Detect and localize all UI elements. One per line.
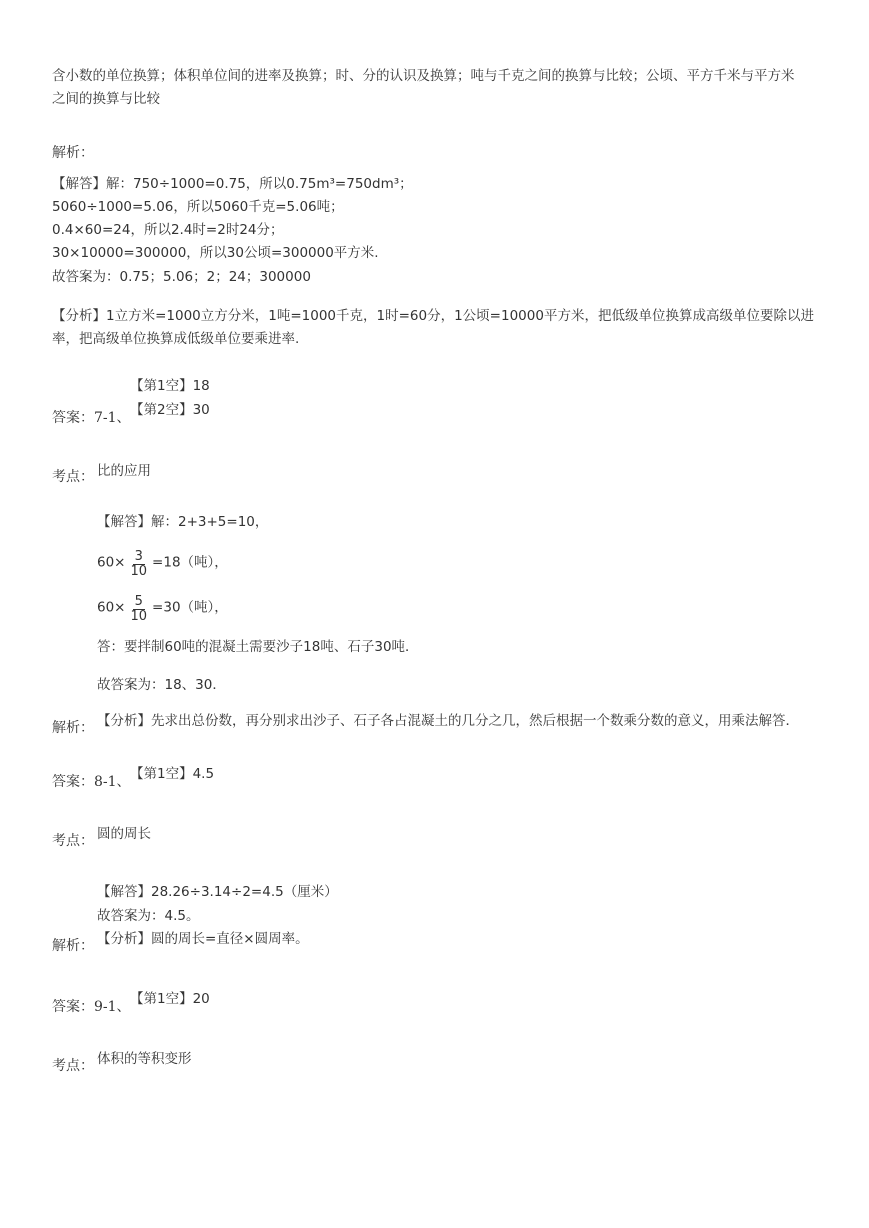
answer-line-8-5: 故答案为：18、30． (97, 677, 226, 693)
kp-top-line1: 含小数的单位换算；体积单位间的进率及换算；时、分的认识及换算；吨与千克之间的换算与比较；公顷、平方千米与平方米 (52, 68, 795, 84)
fraction-8-1-denominator: 10 (130, 564, 148, 579)
answer-line-7-1: 【解答】解：750÷1000=0.75，所以0.75m³=750dm³； (52, 176, 413, 192)
answer-7-label: 答案：7-1、 (52, 410, 131, 426)
fraction-8-2-denominator: 10 (130, 609, 148, 624)
fraction-8-1-pre: 60× (97, 554, 126, 571)
fraction-line-8-1 (97, 548, 228, 577)
answer-7-blank1: 【第1空】18 (130, 378, 210, 394)
jiexi-label-9: 解析： (52, 938, 94, 954)
answer-line-7-2: 5060÷1000=5.06，所以5060千克=5.06吨； (52, 199, 344, 215)
analysis-8: 【分析】先求出总份数，再分别求出沙子、石子各占混凝土的几分之几，然后根据一个数乘分数的意义，用乘法解答． (97, 713, 799, 729)
answer-7-blank2: 【第2空】30 (130, 402, 210, 418)
answer-line-8-4: 答：要拌制60吨的混凝土需要沙子18吨、石子30吨． (97, 639, 419, 655)
fraction-line-8-2 (97, 593, 228, 622)
answer-line-8-1: 【解答】解：2+3+5=10， (97, 514, 269, 530)
fraction-8-1-numerator: 3 (134, 549, 143, 564)
analysis-7-line1: 【分析】1立方米=1000立方分米，1吨=1000千克，1时=60分，1公顷=10000平方米，把低级单位换算成高级单位要除以进 (52, 308, 814, 324)
fraction-8-2-pre: 60× (97, 599, 126, 616)
fraction-8-2-numerator: 5 (134, 594, 143, 609)
analysis-9: 【分析】圆的周长=直径×圆周率。 (97, 931, 309, 947)
kp-label-7: 考点： (52, 469, 94, 485)
fraction-8-2-post: =30（吨）， (152, 599, 228, 616)
answer-line-7-4: 30×10000=300000，所以30公顷=300000平方米. (52, 245, 379, 261)
answer-line-9-1: 【解答】28.26÷3.14÷2=4.5（厘米） (97, 884, 338, 900)
jiexi-label-8: 解析： (52, 720, 94, 736)
answer-8-label: 答案：8-1、 (52, 774, 131, 790)
kp-label-8: 考点： (52, 833, 94, 849)
kp-top-line2: 之间的换算与比较 (52, 91, 160, 107)
kp-value-7: 比的应用 (97, 463, 151, 479)
fraction-8-1-post: =18（吨）， (152, 554, 228, 571)
answer-8-blank1: 【第1空】4.5 (130, 766, 215, 782)
fraction-8-1 (129, 550, 150, 579)
jiexi-label-7: 解析： (52, 145, 94, 161)
answer-9-blank1: 【第1空】20 (130, 991, 210, 1007)
fraction-8-2 (129, 595, 150, 624)
answer-line-7-5: 故答案为：0.75；5.06；2；24；300000 (52, 269, 311, 285)
answer-9-label: 答案：9-1、 (52, 999, 131, 1015)
kp-value-9: 体积的等积变形 (97, 1051, 192, 1067)
answer-line-7-3: 0.4×60=24，所以2.4时=2时24分； (52, 222, 284, 238)
analysis-7-line2: 率，把高级单位换算成低级单位要乘进率. (52, 331, 300, 347)
kp-value-8: 圆的周长 (97, 826, 151, 842)
kp-label-9: 考点： (52, 1058, 94, 1074)
answer-line-9-2: 故答案为：4.5。 (97, 908, 200, 924)
